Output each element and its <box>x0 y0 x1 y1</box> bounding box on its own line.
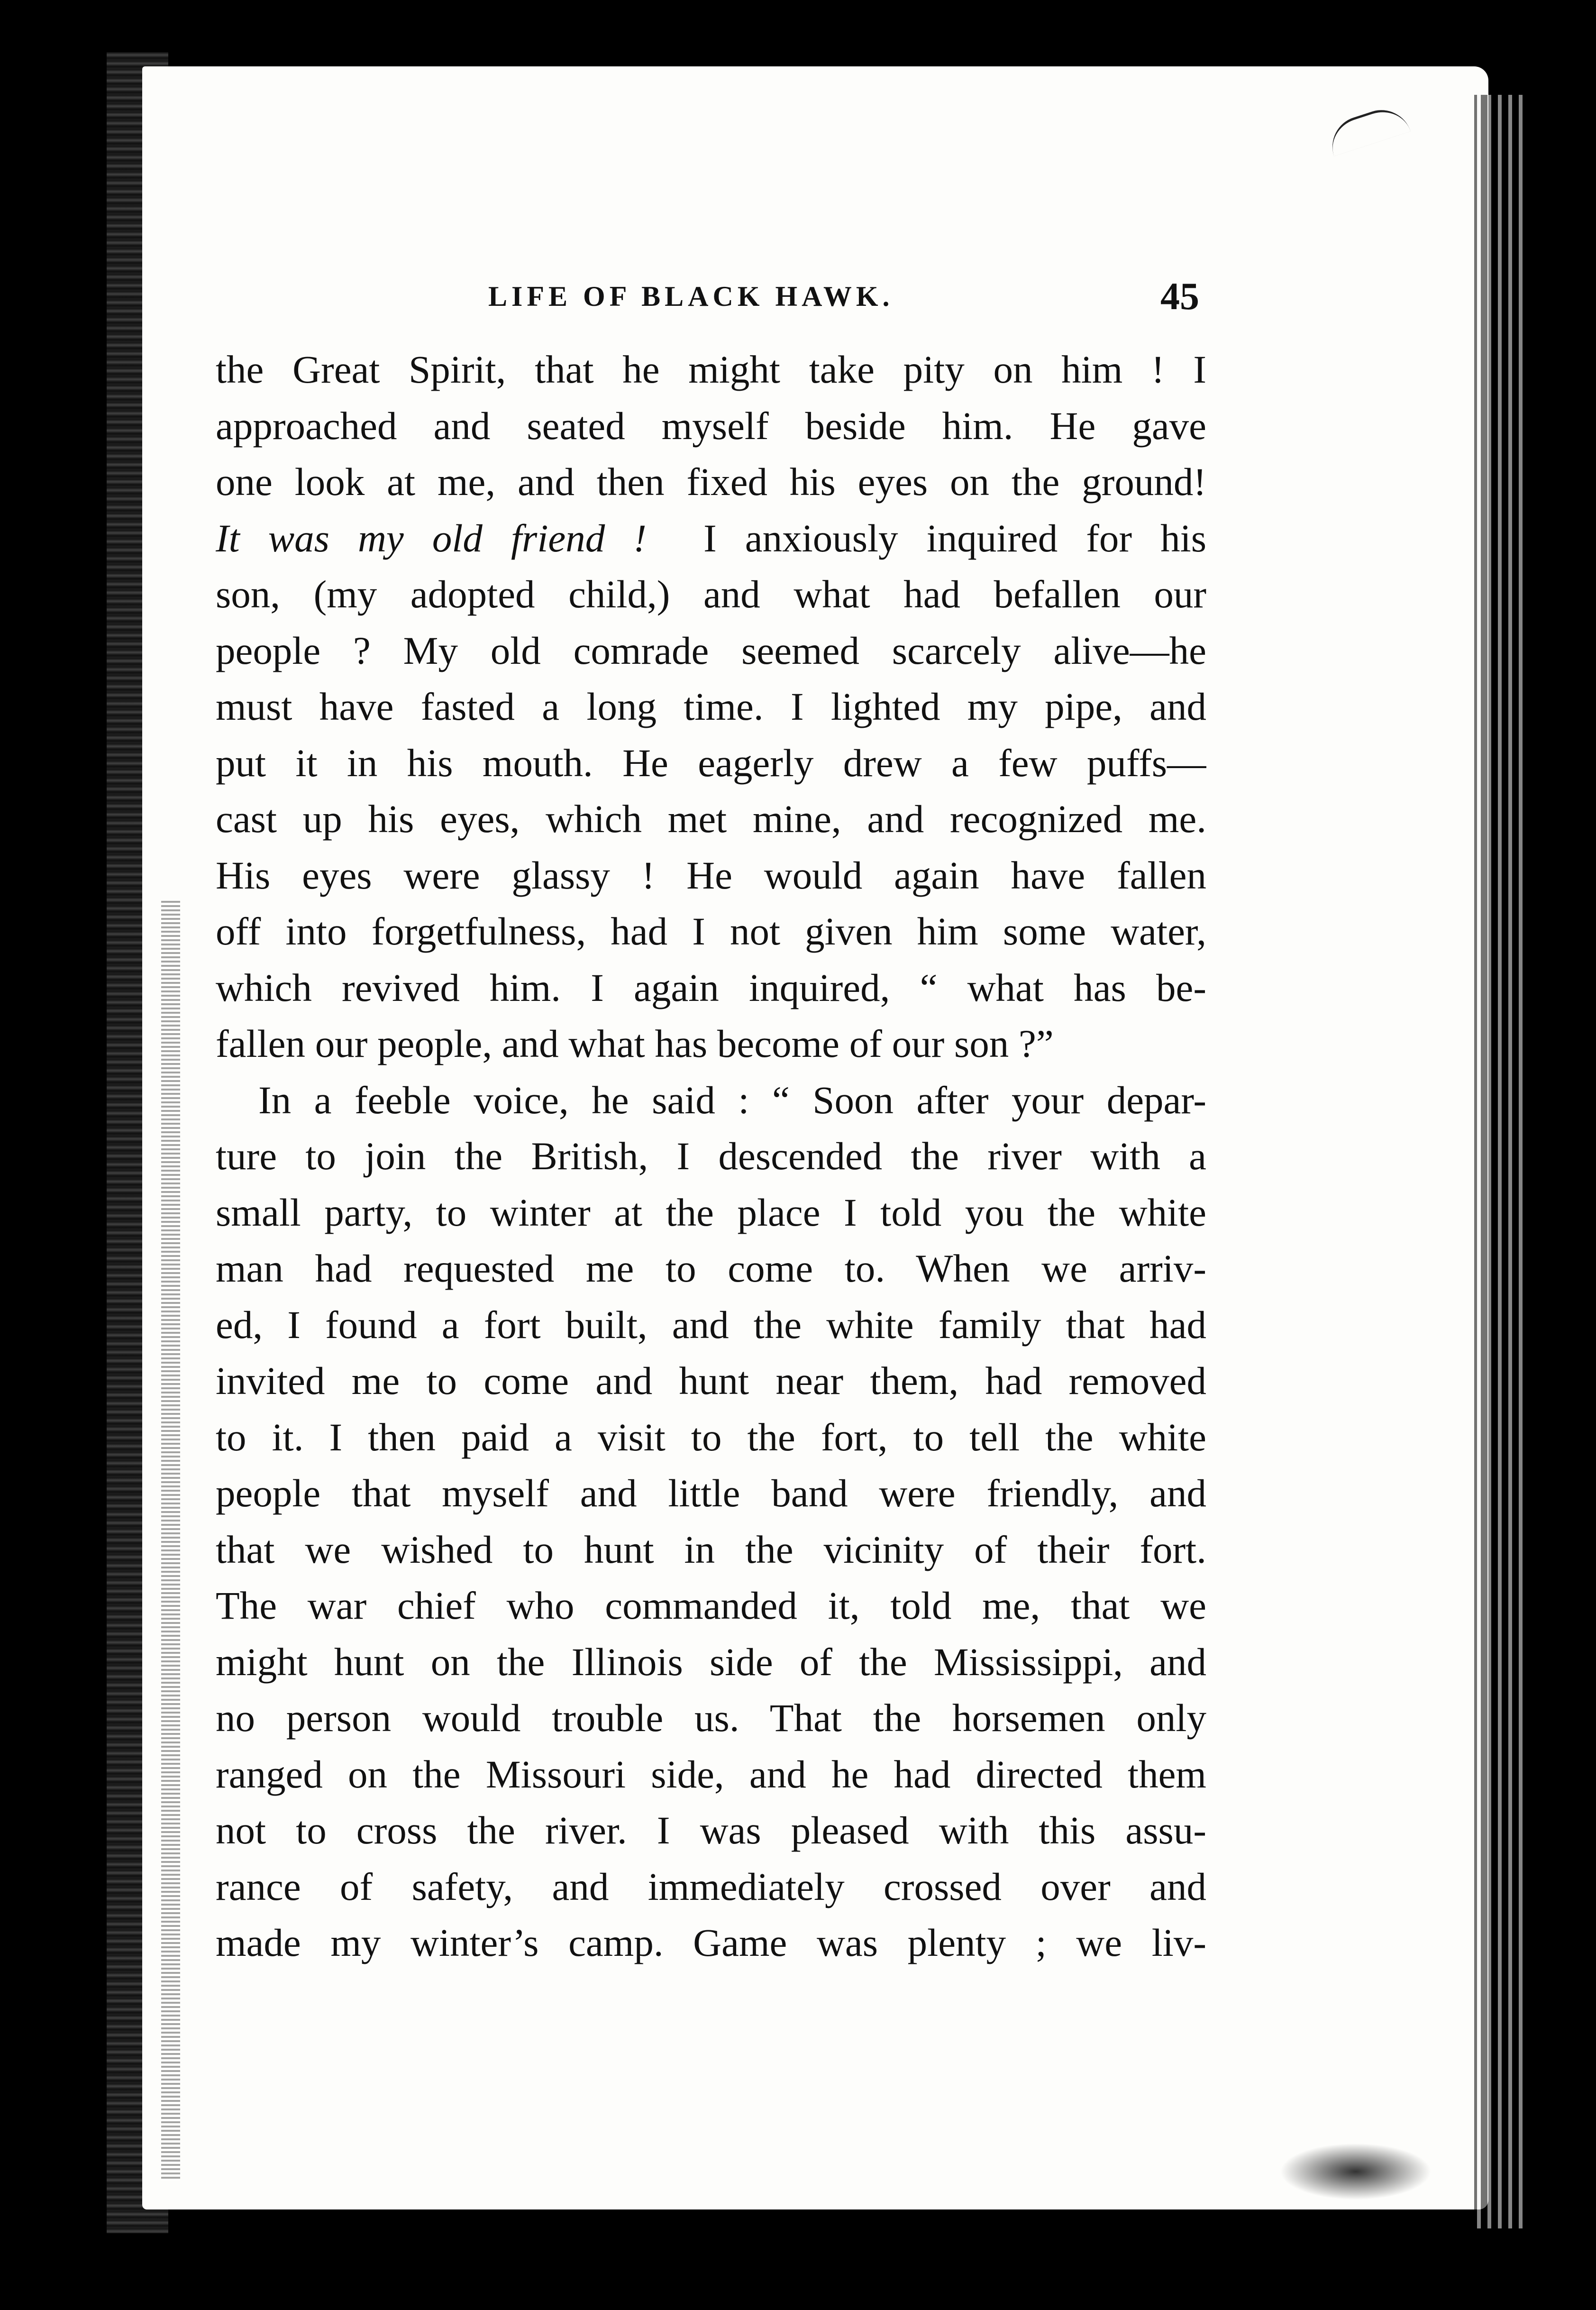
text-line: put it in his mouth. He eagerly drew a few puffs— <box>216 741 1206 785</box>
text-line: approached and seated myself beside him. He gave <box>216 403 1206 448</box>
text-line: ed, I found a fort built, and the white family that had <box>216 1302 1206 1347</box>
text-line-rest: I anxiously inquired for his <box>703 516 1206 560</box>
text-line: The war chief who commanded it, told me, that we <box>216 1584 1206 1627</box>
text-line: In a feeble voice, he said : “ Soon after your depar- <box>258 1078 1206 1122</box>
text-line: one look at me, and then fixed his eyes on the ground! <box>216 460 1206 504</box>
text-line: must have fasted a long time. I lighted my pipe, and <box>216 685 1206 728</box>
text-line: no person would trouble us. That the horsemen only <box>216 1696 1206 1740</box>
text-line: that we wished to hunt in the vicinity of their fort. <box>216 1527 1206 1571</box>
text-line: small party, to winter at the place I told you the white <box>216 1190 1206 1234</box>
running-title: LIFE OF BLACK HAWK. <box>488 281 894 312</box>
text-line: His eyes were glassy ! He would again have fallen <box>216 853 1206 897</box>
text-line: might hunt on the Illinois side of the Mississippi, and <box>216 1640 1206 1684</box>
text-line: rance of safety, and immediately crossed over and <box>216 1864 1206 1908</box>
text-line: not to cross the river. I was pleased with this assu- <box>216 1808 1206 1852</box>
text-line: invited me to come and hunt near them, had removed <box>216 1359 1206 1402</box>
text-line: which revived him. I again inquired, “ what has be- <box>216 965 1206 1009</box>
text-line <box>216 510 1206 567</box>
body-text <box>216 341 1206 1971</box>
text-line: fallen our people, and what has become of our son ?” <box>216 1022 1054 1065</box>
text-line: made my winter’s camp. Game was plenty ; we liv- <box>216 1921 1206 1964</box>
text-line: ranged on the Missouri side, and he had directed them <box>216 1752 1206 1796</box>
page-number: 45 <box>1160 275 1199 318</box>
text-line: ture to join the British, I descended the river with a <box>216 1134 1206 1178</box>
text-line: people ? My old comrade seemed scarcely alive—he <box>216 628 1206 672</box>
binding-speckle <box>161 901 180 2181</box>
corner-smudge <box>1280 2143 1432 2200</box>
text-line: cast up his eyes, which met mine, and recognized me. <box>216 797 1206 841</box>
page-header <box>488 268 1199 325</box>
text-line: the Great Spirit, that he might take pity on him ! I <box>216 348 1206 391</box>
italic-phrase: It was my old friend ! <box>216 516 647 560</box>
text-line: people that myself and little band were friendly, and <box>216 1471 1206 1515</box>
text-line: to it. I then paid a visit to the fort, to tell the white <box>216 1415 1206 1459</box>
text-line: off into forgetfulness, had I not given him some water, <box>216 909 1206 953</box>
text-line: son, (my adopted child,) and what had befallen our <box>216 572 1206 616</box>
text-line: man had requested me to come to. When we arriv- <box>216 1247 1206 1290</box>
facing-page-edge <box>1474 95 1526 2228</box>
